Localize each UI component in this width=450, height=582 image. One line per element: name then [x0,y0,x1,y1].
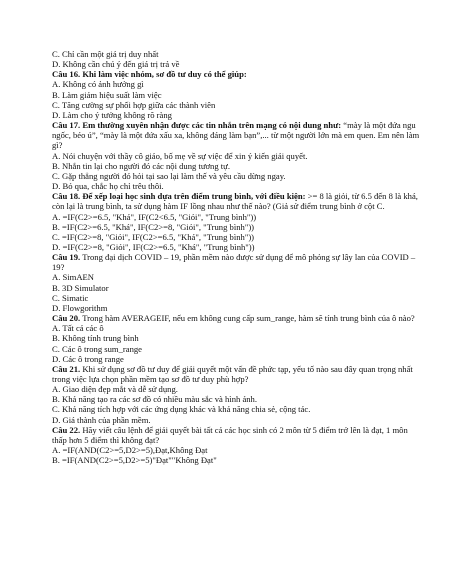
question-17-option-a: A. Nói chuyện với thầy cô giáo, bố mẹ về sự việc để xin ý kiến giải quyết. [52,150,308,161]
question-20-option-a: A. Tất cả các ô [52,323,104,334]
question-16-stem-bold: Khi làm việc nhóm, sơ đồ tư duy có thể giúp: [82,69,247,80]
question-19 [52,252,424,313]
question-21 [52,364,424,425]
question-18-stem [52,191,424,211]
question-22-option-b: B. =IF(AND(C2>=5,D2>=5)"Đạt""Không Đạt" [52,455,217,466]
question-18-option-c: C. =IF(C2>=8, "Giỏi", IF(C2>=6.5, "Khá", "Trung bình")) [52,231,255,242]
question-21-stem-text: Khi sử dụng sơ đồ tư duy để giải quyết một vấn đề phức tạp, yếu tố nào sau đây quan trọng nhất trong việc lựa chọn phần mềm tạo sơ đồ tư duy phù hợp? [52,363,413,384]
question-21-stem [52,364,424,384]
question-20 [52,313,424,364]
question-17-option-c: C. Gặp thẳng người đó hỏi tại sao lại làm thế và yêu cầu dừng ngay. [52,170,286,181]
question-17-stem-text: “mày là một đứa ngu ngốc, béo ú”, “mày là một đứa xấu xa, không đáng làm bạn”,... từ một người lớn mà em quen. Em nên làm gì? [52,120,420,151]
question-20-option-b: B. Không tính trung bình [52,333,139,344]
question-16-stem [52,69,424,79]
question-21-option-a: A. Giao diện đẹp mắt và dễ sử dụng. [52,384,178,395]
question-18 [52,191,424,252]
question-21-option-c: C. Khả năng tích hợp với các ứng dụng khác và khả năng chia sẻ, cộng tác. [52,404,311,415]
question-22-option-a: A. =IF(AND(C2>=5,D2>=5),Đạt,Không Đạt [52,445,208,456]
question-20-option-d: D. Các ô trong range [52,353,124,364]
question-18-stem-text: >= 8 là giỏi, từ 6.5 đến 8 là khá, còn lại là trung bình, ta sử dụng hàm IF lồng nhau như thế nào? (Giả sử điểm trung bình ở cột C. [52,191,418,212]
question-16-number: Câu 16. [52,69,81,80]
question-19-number: Câu 19. [52,252,81,263]
question-20-stem-text: Trong hàm AVERAGEIF, nếu em không cung cấp sum_range, hàm sẽ tính trung bình của ô nào? [82,313,415,324]
question-17-option-d: D. Bỏ qua, chắc họ chỉ trêu thôi. [52,181,164,192]
question-20-number: Câu 20. [52,313,81,324]
question-16-option-c: C. Tăng cường sự phối hợp giữa các thành viên [52,99,216,110]
question-22-stem [52,425,424,445]
question-22-stem-text: Hãy viết câu lệnh để giải quyết bài tất cả các học sinh có 2 môn từ 5 điểm trở lên là đạt, 1 môn thấp hơn 5 điểm thì không đạt? [52,424,408,445]
question-18-stem-bold: Để xếp loại học sinh dựa trên điểm trung bình, với điều kiện: [82,191,306,202]
question-19-option-d: D. Flowgorithm [52,302,108,313]
prev-option-c: C. Chỉ cần một giá trị duy nhất [52,49,159,59]
question-19-option-c: C. Simatic [52,292,89,303]
question-17-number: Câu 17. [52,120,81,131]
question-20-stem [52,313,424,323]
question-19-option-b: B. 3D Simulator [52,282,109,293]
question-16-option-a: A. Không có ảnh hưởng gì [52,79,144,90]
question-19-stem-text: Trong đại dịch COVID – 19, phần mềm nào được sử dụng để mô phỏng sự lây lan của COVID – 19? [52,252,416,273]
question-18-option-a: A. =IF(C2>=6.5, "Khá", IF(C2<6.5, "Giỏi", "Trung bình")) [52,211,257,222]
question-21-number: Câu 21. [52,363,81,374]
question-21-option-d: D. Giá thành của phần mềm. [52,414,151,425]
question-18-option-d: D. =IF(C2>=8, "Giỏi", IF(C2>=6.5, "Khá", "Trung bình")) [52,241,255,252]
question-18-option-b: B. =IF(C2>=6.5, "Khá", IF(C2>=8, "Giỏi", "Trung bình")) [52,221,255,232]
question-16-option-d: D. Làm cho ý tưởng không rõ ràng [52,109,172,120]
question-17-stem [52,120,424,150]
prev-option-d: D. Không cần chú ý đến giá trị trả về [52,59,180,70]
question-21-option-b: B. Khả năng tạo ra các sơ đồ có nhiều màu sắc và hình ảnh. [52,394,257,405]
question-16-option-b: B. Làm giảm hiệu suất làm việc [52,89,162,100]
question-19-stem [52,252,424,272]
question-22-number: Câu 22. [52,424,81,435]
question-17-option-b: B. Nhắn tin lại cho người đó các nội dung tương tự. [52,160,230,171]
question-18-number: Câu 18. [52,191,81,202]
question-16 [52,69,424,120]
question-22 [52,425,424,466]
document-page [52,49,424,465]
question-17-stem-bold: Em thường xuyên nhận được các tin nhắn trên mạng có nội dung như: [82,120,342,131]
question-17 [52,120,424,191]
question-19-option-a: A. SimAEN [52,272,95,283]
question-20-option-c: C. Các ô trong sum_range [52,343,142,354]
